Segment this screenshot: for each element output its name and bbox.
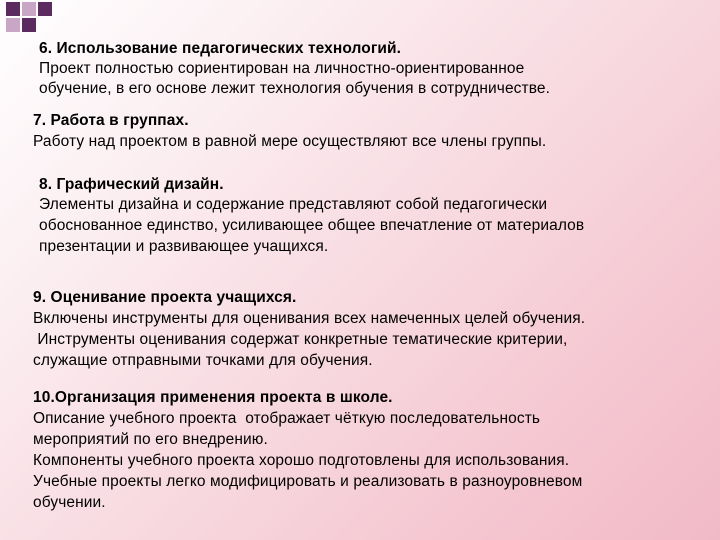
section-text-line: Компоненты учебного проекта хорошо подготовлены для использования.: [33, 452, 570, 469]
decor-square: [38, 2, 52, 16]
section-text-line: Описание учебного проекта отображает чёткую последовательность: [33, 410, 541, 427]
decor-square: [22, 18, 36, 32]
section-heading: 10.Организация применения проекта в школе.: [33, 389, 393, 406]
section-heading: 9. Оценивание проекта учащихся.: [33, 289, 297, 306]
section-text-line: презентации и развивающее учащихся.: [39, 238, 329, 255]
decor-square: [6, 18, 20, 32]
section-text-line: Включены инструменты для оценивания всех намеченных целей обучения.: [33, 310, 586, 327]
section-text-line: Учебные проекты легко модифицировать и реализовать в разноуровневом: [33, 473, 583, 490]
section-text-line: мероприятий по его внедрению.: [33, 431, 268, 448]
section-text-line: обоснованное единство, усиливающее общее впечатление от материалов: [39, 217, 585, 234]
section-text-line: обучении.: [33, 494, 106, 511]
section-text-line: Инструменты оценивания содержат конкретные тематические критерии,: [33, 331, 568, 348]
decor-square: [22, 2, 36, 16]
section-text-line: обучение, в его основе лежит технология обучения в сотрудничестве.: [39, 80, 551, 97]
decor-square: [6, 2, 20, 16]
section-heading: 6. Использование педагогических технологий.: [39, 40, 402, 57]
section-text-line: Элементы дизайна и содержание представляют собой педагогически: [39, 196, 548, 213]
section-text-line: Проект полностью сориентирован на личностно-ориентированное: [39, 60, 525, 77]
section-text-line: служащие отправными точками для обучения.: [33, 352, 373, 369]
section-heading: 7. Работа в группах.: [33, 112, 189, 129]
section-heading: 8. Графический дизайн.: [39, 176, 224, 193]
section-text-line: Работу над проектом в равной мере осуществляют все члены группы.: [33, 133, 547, 150]
